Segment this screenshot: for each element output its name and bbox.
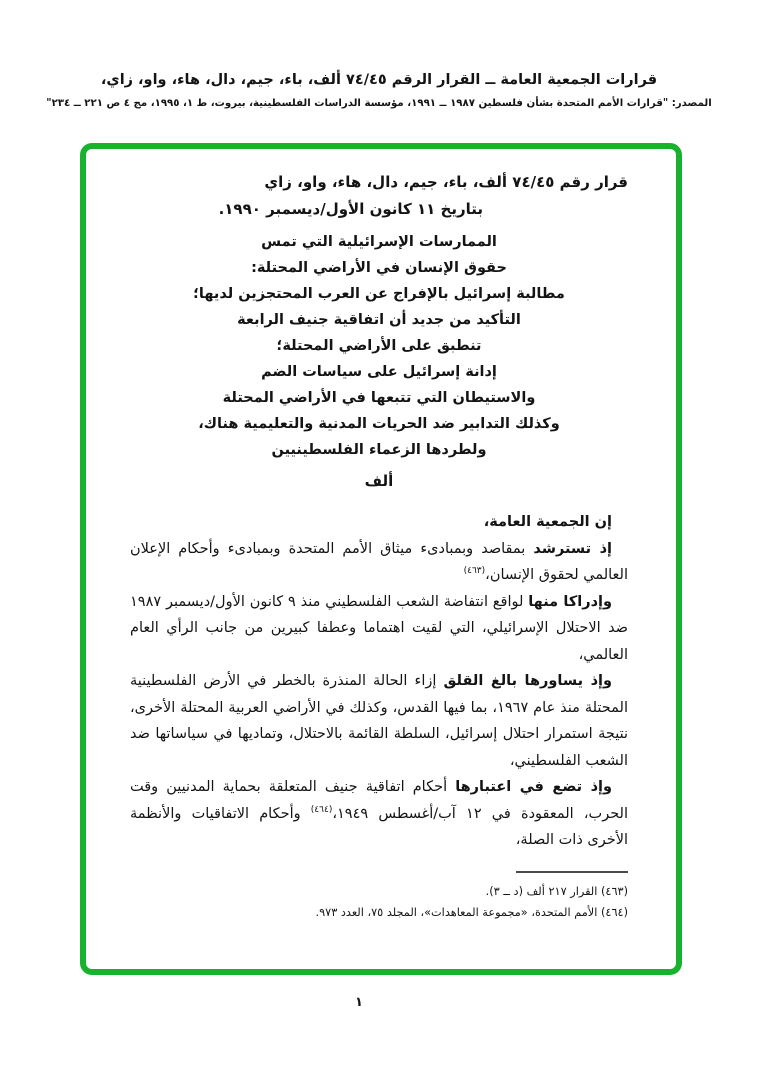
- document-source-line: المصدر: "قرارات الأمم المتحدة بشأن فلسطين ١٩٨٧ ــ ١٩٩١، مؤسسة الدراسات الفلسطينية، بيروت، ط ١، ١٩٩٥، مج ٤ ص ٢٢١ ــ ٢٣٤": [46, 98, 712, 109]
- resolution-heading: [130, 169, 628, 223]
- footnote-ref: (٤٦٤): [310, 804, 333, 815]
- preamble-paragraph: [130, 509, 628, 536]
- title-line: والاستيطان التي تتبعها في الأراضي المحتلة: [222, 390, 536, 406]
- paragraph-lead: وإذ يساورها بالغ القلق: [443, 673, 612, 689]
- footnote-line: (٤٦٤) الأمم المتحدة، «مجموعة المعاهدات»، المجلد ٧٥، العدد ٩٧٣.: [315, 905, 628, 919]
- title-line: حقوق الإنسان في الأراضي المحتلة:: [251, 260, 507, 276]
- resolution-title-block: [130, 229, 628, 463]
- paragraph-text: إزاء الحالة المنذرة بالخطر في الأرض الفلسطينية المحتلة منذ عام ١٩٦٧، بما فيها القدس، وكذلك في الأراضي العربية المحتلة الأخرى، نتيجة استمرار احتلال إسرائيل، السلطة القائمة بالاحتلال، وتماديها في سياساتها ضد الشعب الفلسطيني،: [130, 673, 628, 769]
- paragraph-lead: إن الجمعية العامة،: [483, 514, 612, 530]
- title-line: وكذلك التدابير ضد الحريات المدنية والتعليمية هناك،: [198, 416, 560, 432]
- paragraph-lead: وإذ تضع في اعتبارها: [455, 779, 612, 795]
- resolution-number-line: قرار رقم ٧٤/٤٥ ألف، باء، جيم، دال، هاء، واو، زاي: [264, 173, 628, 191]
- document-header: [30, 70, 728, 111]
- resolution-content: [86, 149, 676, 923]
- resolution-date-line: بتاريخ ١١ كانون الأول/ديسمبر ١٩٩٠.: [218, 200, 483, 218]
- document-header-title: قرارات الجمعية العامة ــ القرار الرقم ٧٤/٤٥ ألف، باء، جيم، دال، هاء، واو، زاي،: [100, 72, 658, 88]
- preamble-paragraph: [130, 536, 628, 589]
- title-line: تنطبق على الأراضي المحتلة؛: [276, 338, 482, 354]
- paragraph-text: لواقع انتفاضة الشعب الفلسطيني منذ ٩ كانون الأول/ديسمبر ١٩٨٧ ضد الاحتلال الإسرائيلي، التي لقيت اهتماما وعطفا كبيرين من جانب الرأي العام العالمي،: [130, 593, 628, 663]
- paragraph-text: أحكام اتفاقية جنيف المتعلقة بحماية المدنيين وقت الحرب، المعقودة في ١٢ آب/أغسطس ١٩٤٩،: [130, 779, 629, 822]
- title-line: التأكيد من جديد أن اتفاقية جنيف الرابعة: [237, 312, 521, 328]
- paragraph-text: بمقاصد وبمبادىء ميثاق الأمم المتحدة وبمبادىء وأحكام الإعلان العالمي لحقوق الإنسان،: [130, 540, 628, 583]
- highlight-frame: [80, 143, 682, 975]
- title-line: إدانة إسرائيل على سياسات الضم: [261, 364, 497, 380]
- page-number: ١: [355, 995, 363, 1010]
- preamble-paragraph: [130, 589, 628, 669]
- title-line: الممارسات الإسرائيلية التي تمس: [261, 234, 497, 250]
- paragraph-lead: إذ تسترشد: [533, 540, 612, 557]
- preamble-paragraph: [130, 774, 628, 854]
- section-label-alif: ألف: [364, 472, 394, 490]
- preamble-paragraph: [130, 668, 628, 774]
- title-line: مطالبة إسرائيل بالإفراج عن العرب المحتجزين لديها؛: [193, 286, 565, 302]
- paragraph-text: وأحكام الاتفاقيات والأنظمة الأخرى ذات الصلة،: [130, 805, 628, 848]
- title-line: ولطردها الزعماء الفلسطينيين: [271, 442, 487, 458]
- footnotes-block: [130, 881, 628, 923]
- footnote-ref: (٤٦٣): [463, 566, 486, 577]
- resolution-preamble: [130, 509, 628, 854]
- paragraph-lead: وإدراكا منها: [528, 593, 612, 610]
- footnote-separator: [516, 871, 628, 873]
- footnote-line: (٤٦٣) القرار ٢١٧ ألف (د ــ ٣).: [485, 884, 628, 898]
